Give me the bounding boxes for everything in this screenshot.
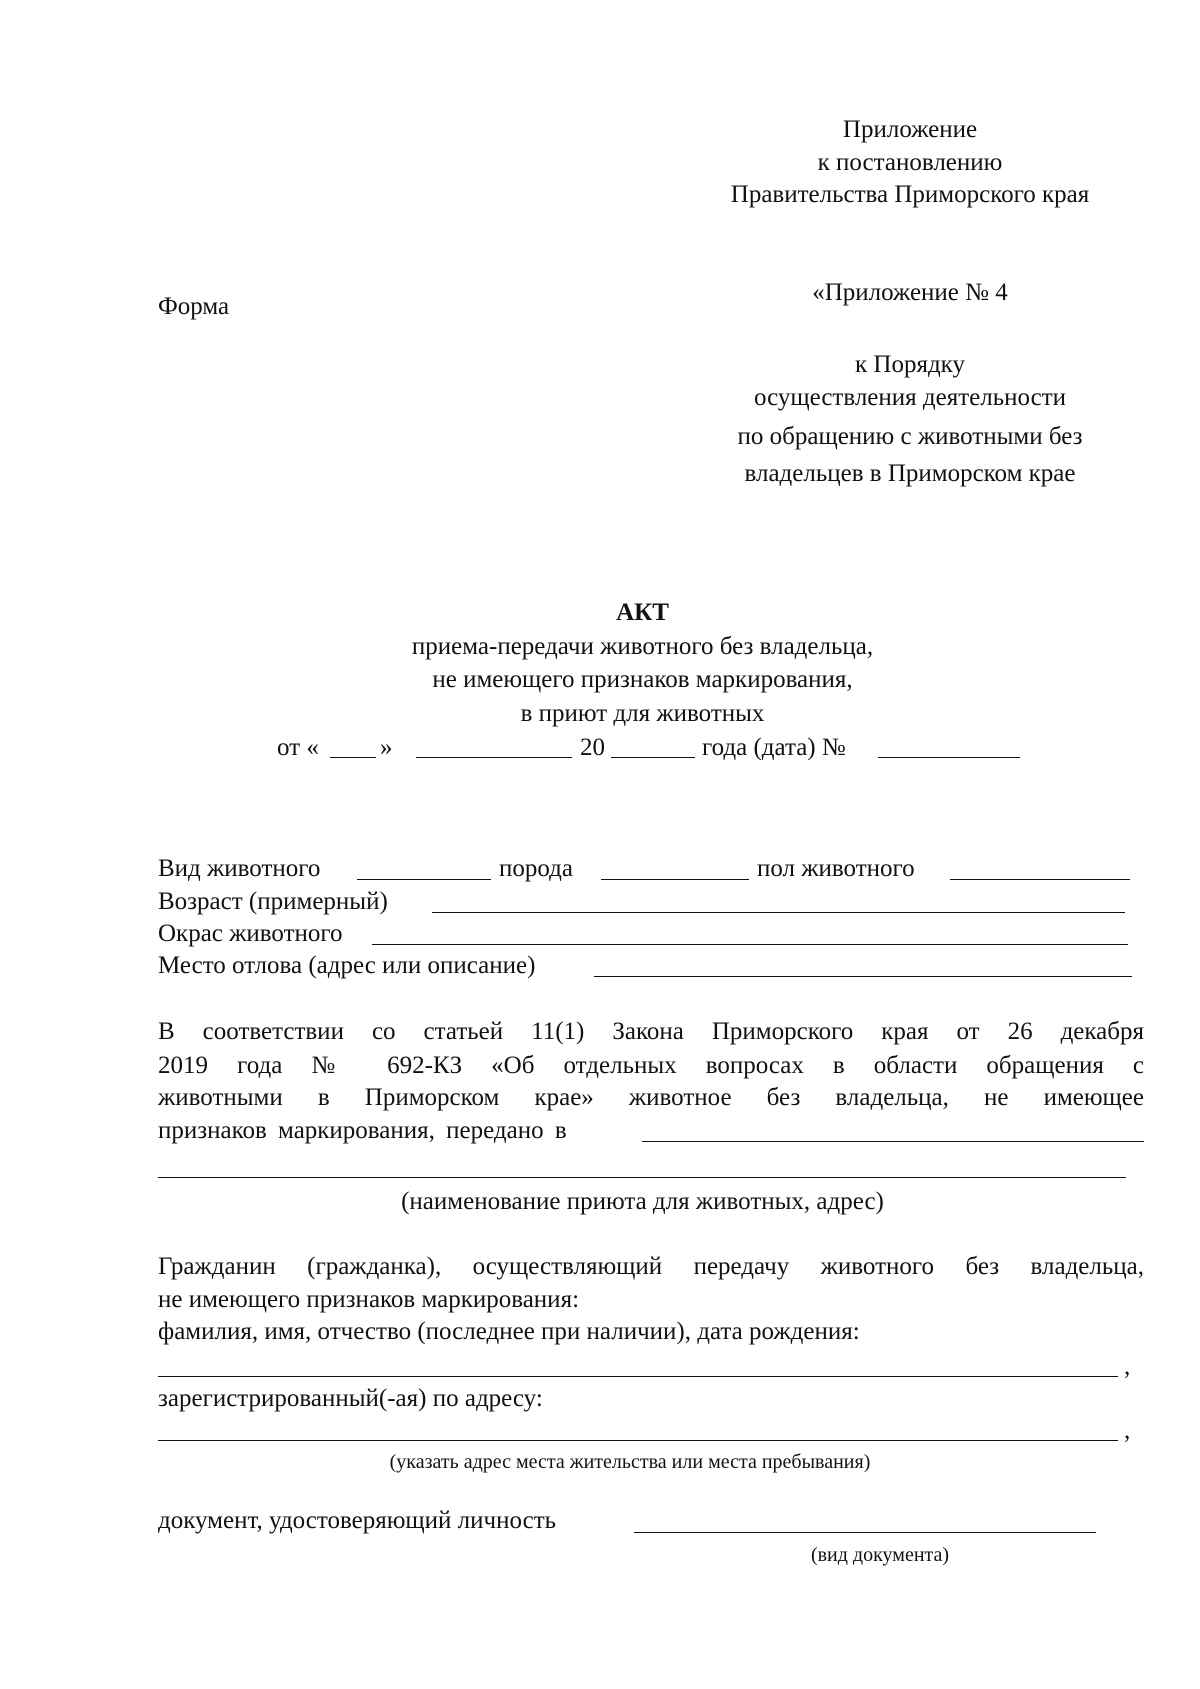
address-comma: ,	[1124, 1417, 1131, 1444]
animal-type-label: Вид животного	[158, 855, 321, 882]
date-month-line[interactable]	[416, 757, 572, 758]
appendix-line-3: Правительства Приморского края	[730, 181, 1090, 208]
color-label: Окрас животного	[158, 920, 343, 947]
appendix-title: Приложение	[842, 116, 978, 143]
sub-appendix-line-1: к Порядку	[855, 351, 965, 378]
citizen-name-comma: ,	[1124, 1353, 1131, 1380]
capture-place-line[interactable]	[594, 976, 1132, 977]
sex-line[interactable]	[950, 879, 1130, 880]
date-year-suffix: года (дата) №	[702, 734, 846, 761]
citizen-line-1	[158, 1252, 1144, 1282]
act-subtitle-3: в приют для животных	[520, 700, 765, 727]
paragraph-line-1	[158, 1017, 1144, 1047]
date-close-quote: »	[380, 734, 393, 761]
breed-label: порода	[499, 855, 573, 882]
date-year-prefix: 20	[580, 734, 605, 761]
capture-place-label: Место отлова (адрес или описание)	[158, 952, 536, 979]
shelter-caption: (наименование приюта для животных, адрес)	[401, 1188, 884, 1215]
paragraph-line-2	[158, 1051, 1144, 1081]
id-document-label: документ, удостоверяющий личность	[158, 1507, 557, 1534]
citizen-line-1-text: Гражданин (гражданка), осуществляющий передачу животного без владельца,	[158, 1253, 1144, 1280]
date-from-label: от «	[277, 734, 319, 761]
sub-appendix-line-2: осуществления деятельности	[753, 384, 1067, 411]
sub-appendix-title: «Приложение № 4	[812, 279, 1008, 306]
act-number-line[interactable]	[878, 757, 1020, 758]
paragraph-line-2-text: 2019 года № 692-КЗ «Об отдельных вопросах в области обращения с	[158, 1052, 1144, 1079]
date-day-line[interactable]	[330, 757, 376, 758]
paragraph-line-1-text: В соответствии со статьей 11(1) Закона Приморского края от 26 декабря	[158, 1018, 1144, 1045]
registered-label: зарегистрированный(-ая) по адресу:	[158, 1385, 543, 1412]
age-line[interactable]	[432, 912, 1125, 913]
act-title: АКТ	[616, 599, 669, 626]
sub-appendix-line-3: по обращению с животными без	[737, 423, 1083, 450]
form-label: Форма	[158, 293, 230, 320]
citizen-line-3: фамилия, имя, отчество (последнее при наличии), дата рождения:	[158, 1318, 860, 1345]
animal-type-line[interactable]	[357, 879, 491, 880]
paragraph-line-3	[158, 1083, 1144, 1113]
color-line[interactable]	[372, 944, 1128, 945]
id-document-caption: (вид документа)	[810, 1544, 950, 1566]
sex-label: пол животного	[757, 855, 915, 882]
citizen-line-2: не имеющего признаков маркирования:	[158, 1286, 580, 1313]
id-document-line[interactable]	[634, 1532, 1096, 1533]
paragraph-line-4: признаков маркирования, передано в	[158, 1117, 567, 1144]
act-subtitle-2: не имеющего признаков маркирования,	[432, 666, 853, 693]
address-caption: (указать адрес места жительства или места пребывания)	[389, 1451, 871, 1473]
appendix-line-2: к постановлению	[817, 149, 1003, 176]
act-subtitle-1: приема-передачи животного без владельца,	[411, 633, 874, 660]
paragraph-line-3-text: животными в Приморском крае» животное без владельца, не имеющее	[158, 1084, 1144, 1111]
shelter-line-2[interactable]	[158, 1177, 1126, 1178]
breed-line[interactable]	[601, 879, 749, 880]
age-label: Возраст (примерный)	[158, 888, 388, 915]
shelter-line-1[interactable]	[642, 1141, 1144, 1142]
date-year-line[interactable]	[611, 757, 695, 758]
address-line[interactable]	[158, 1440, 1118, 1441]
sub-appendix-line-4: владельцев в Приморском крае	[744, 460, 1076, 487]
citizen-name-line[interactable]	[158, 1376, 1118, 1377]
